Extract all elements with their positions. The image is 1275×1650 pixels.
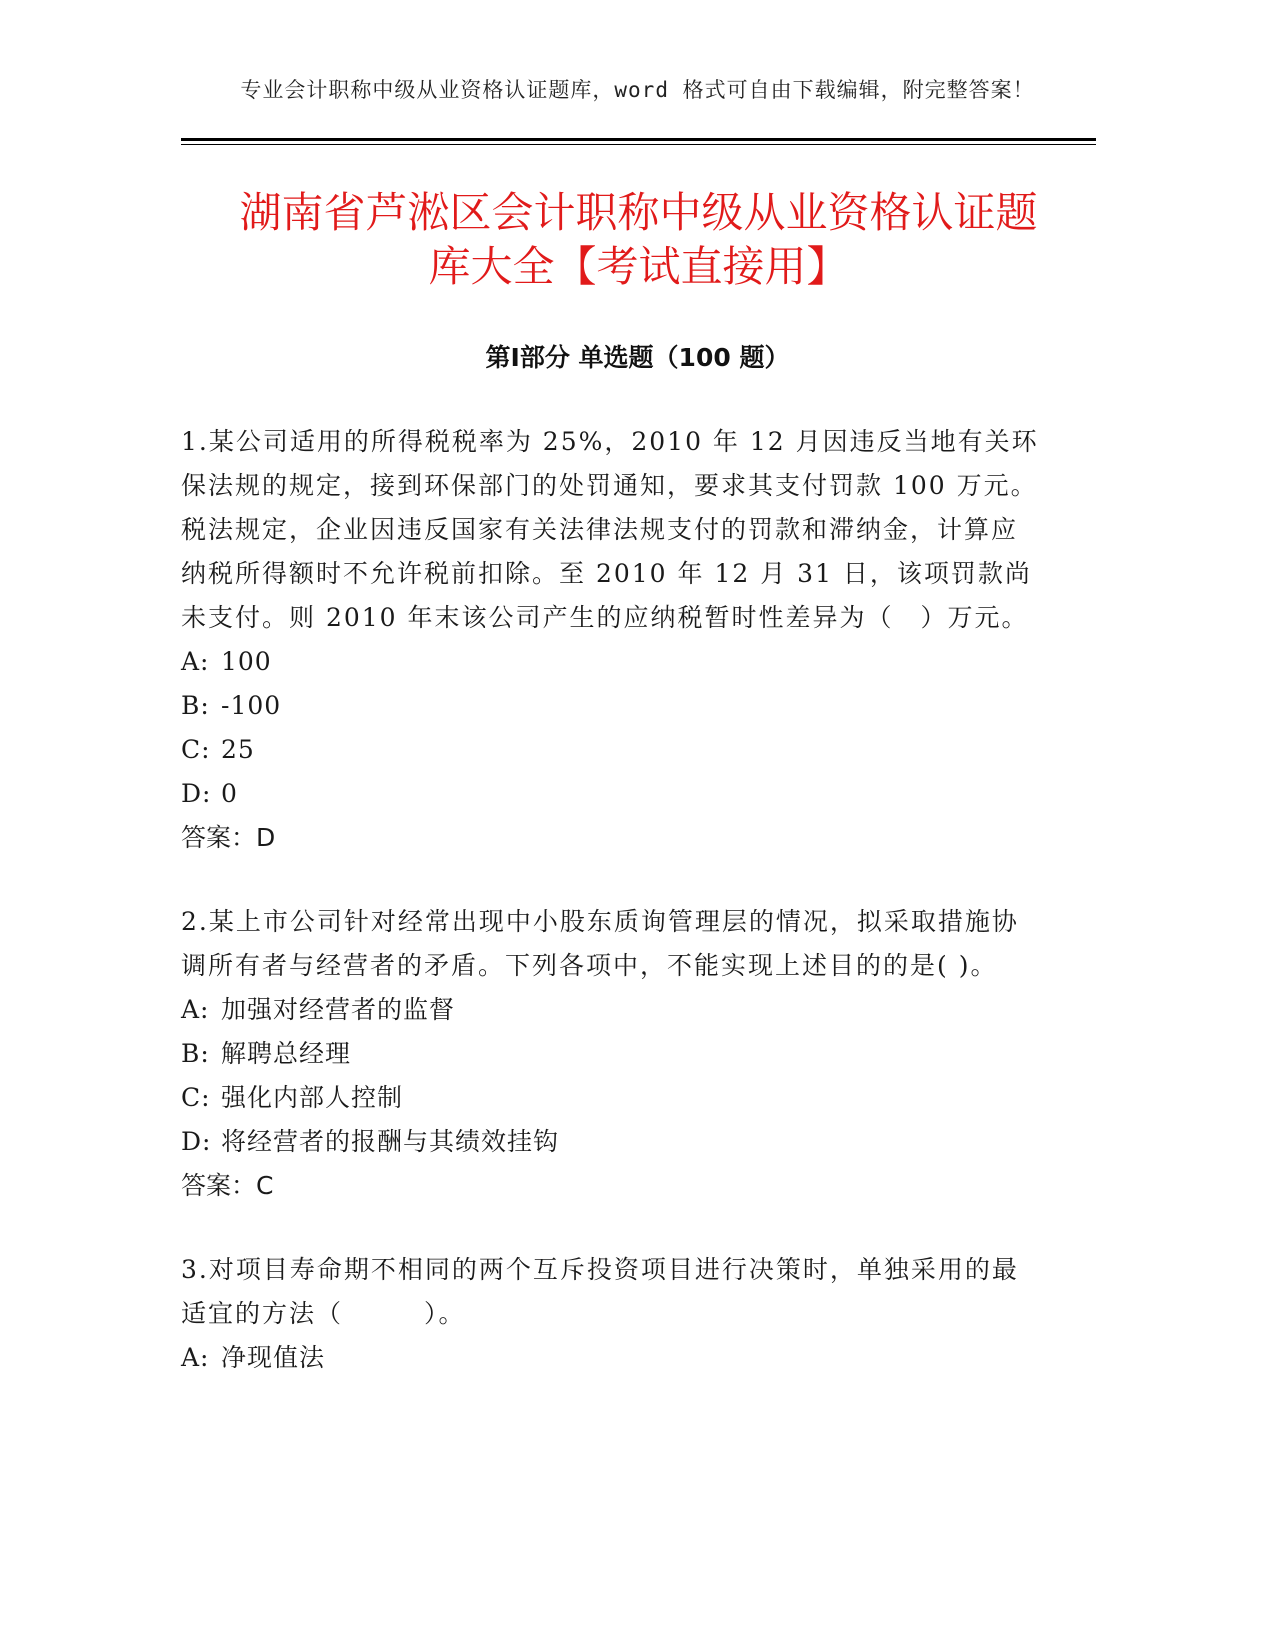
title-line-2: 库大全【考试直接用】	[428, 242, 849, 291]
option-text: -100	[221, 691, 282, 720]
option-key: C:	[181, 735, 211, 764]
document-title	[181, 186, 1096, 294]
section-heading: 第Ⅰ部分 单选题（100 题）	[485, 343, 790, 372]
option-text: 0	[221, 779, 238, 808]
question-2	[181, 900, 1041, 1208]
option-key: D:	[181, 779, 212, 808]
option-text: 25	[221, 735, 255, 764]
option-key: A:	[181, 1343, 210, 1372]
answer: 答案：D	[181, 823, 276, 852]
option-d	[181, 1120, 1041, 1164]
option-a	[181, 640, 1041, 684]
question-3	[181, 1248, 1041, 1380]
option-key: C:	[181, 1083, 211, 1112]
option-text: 净现值法	[221, 1343, 326, 1372]
option-b	[181, 684, 1041, 728]
option-key: A:	[181, 647, 210, 676]
option-text: 100	[221, 647, 272, 676]
question-list	[181, 420, 1041, 1420]
option-key: B:	[181, 1039, 210, 1068]
option-text: 将经营者的报酬与其绩效挂钩	[221, 1127, 560, 1156]
option-c	[181, 1076, 1041, 1120]
option-text: 加强对经营者的监督	[221, 995, 456, 1024]
option-a	[181, 1336, 1041, 1380]
answer: 答案：C	[181, 1171, 274, 1200]
option-key: A:	[181, 995, 210, 1024]
header-note: 专业会计职称中级从业资格认证题库，word 格式可自由下载编辑，附完整答案！	[240, 78, 1035, 102]
option-text: 解聘总经理	[221, 1039, 352, 1068]
option-text: 强化内部人控制	[221, 1083, 404, 1112]
option-key: D:	[181, 1127, 212, 1156]
question-text: 3.对项目寿命期不相同的两个互斥投资项目进行决策时，单独采用的最适宜的方法（ ）。	[181, 1255, 1019, 1328]
header-rule-thick	[181, 138, 1096, 141]
question-1	[181, 420, 1041, 860]
option-d	[181, 772, 1041, 816]
option-c	[181, 728, 1041, 772]
question-text: 2.某上市公司针对经常出现中小股东质询管理层的情况，拟采取措施协调所有者与经营者的矛盾。下列各项中，不能实现上述目的的是( )。	[181, 907, 1019, 980]
title-line-1: 湖南省芦淞区会计职称中级从业资格认证题	[239, 188, 1038, 237]
option-b	[181, 1032, 1041, 1076]
header-rule-thin	[181, 144, 1096, 145]
question-text: 1.某公司适用的所得税税率为 25%，2010 年 12 月因违反当地有关环保法规的规定，接到环保部门的处罚通知，要求其支付罚款 100 万元。税法规定，企业因违反国家有关法律法规支付的罚款和滞纳金，计算应纳税所得额时不允许税前扣除。至 2010 年 12 月 31 日，该项罚款尚未支付。则 2010 年末该公司产生的应纳税暂时性差异为（ ）万元。	[181, 427, 1039, 632]
option-key: B:	[181, 691, 210, 720]
option-a	[181, 988, 1041, 1032]
